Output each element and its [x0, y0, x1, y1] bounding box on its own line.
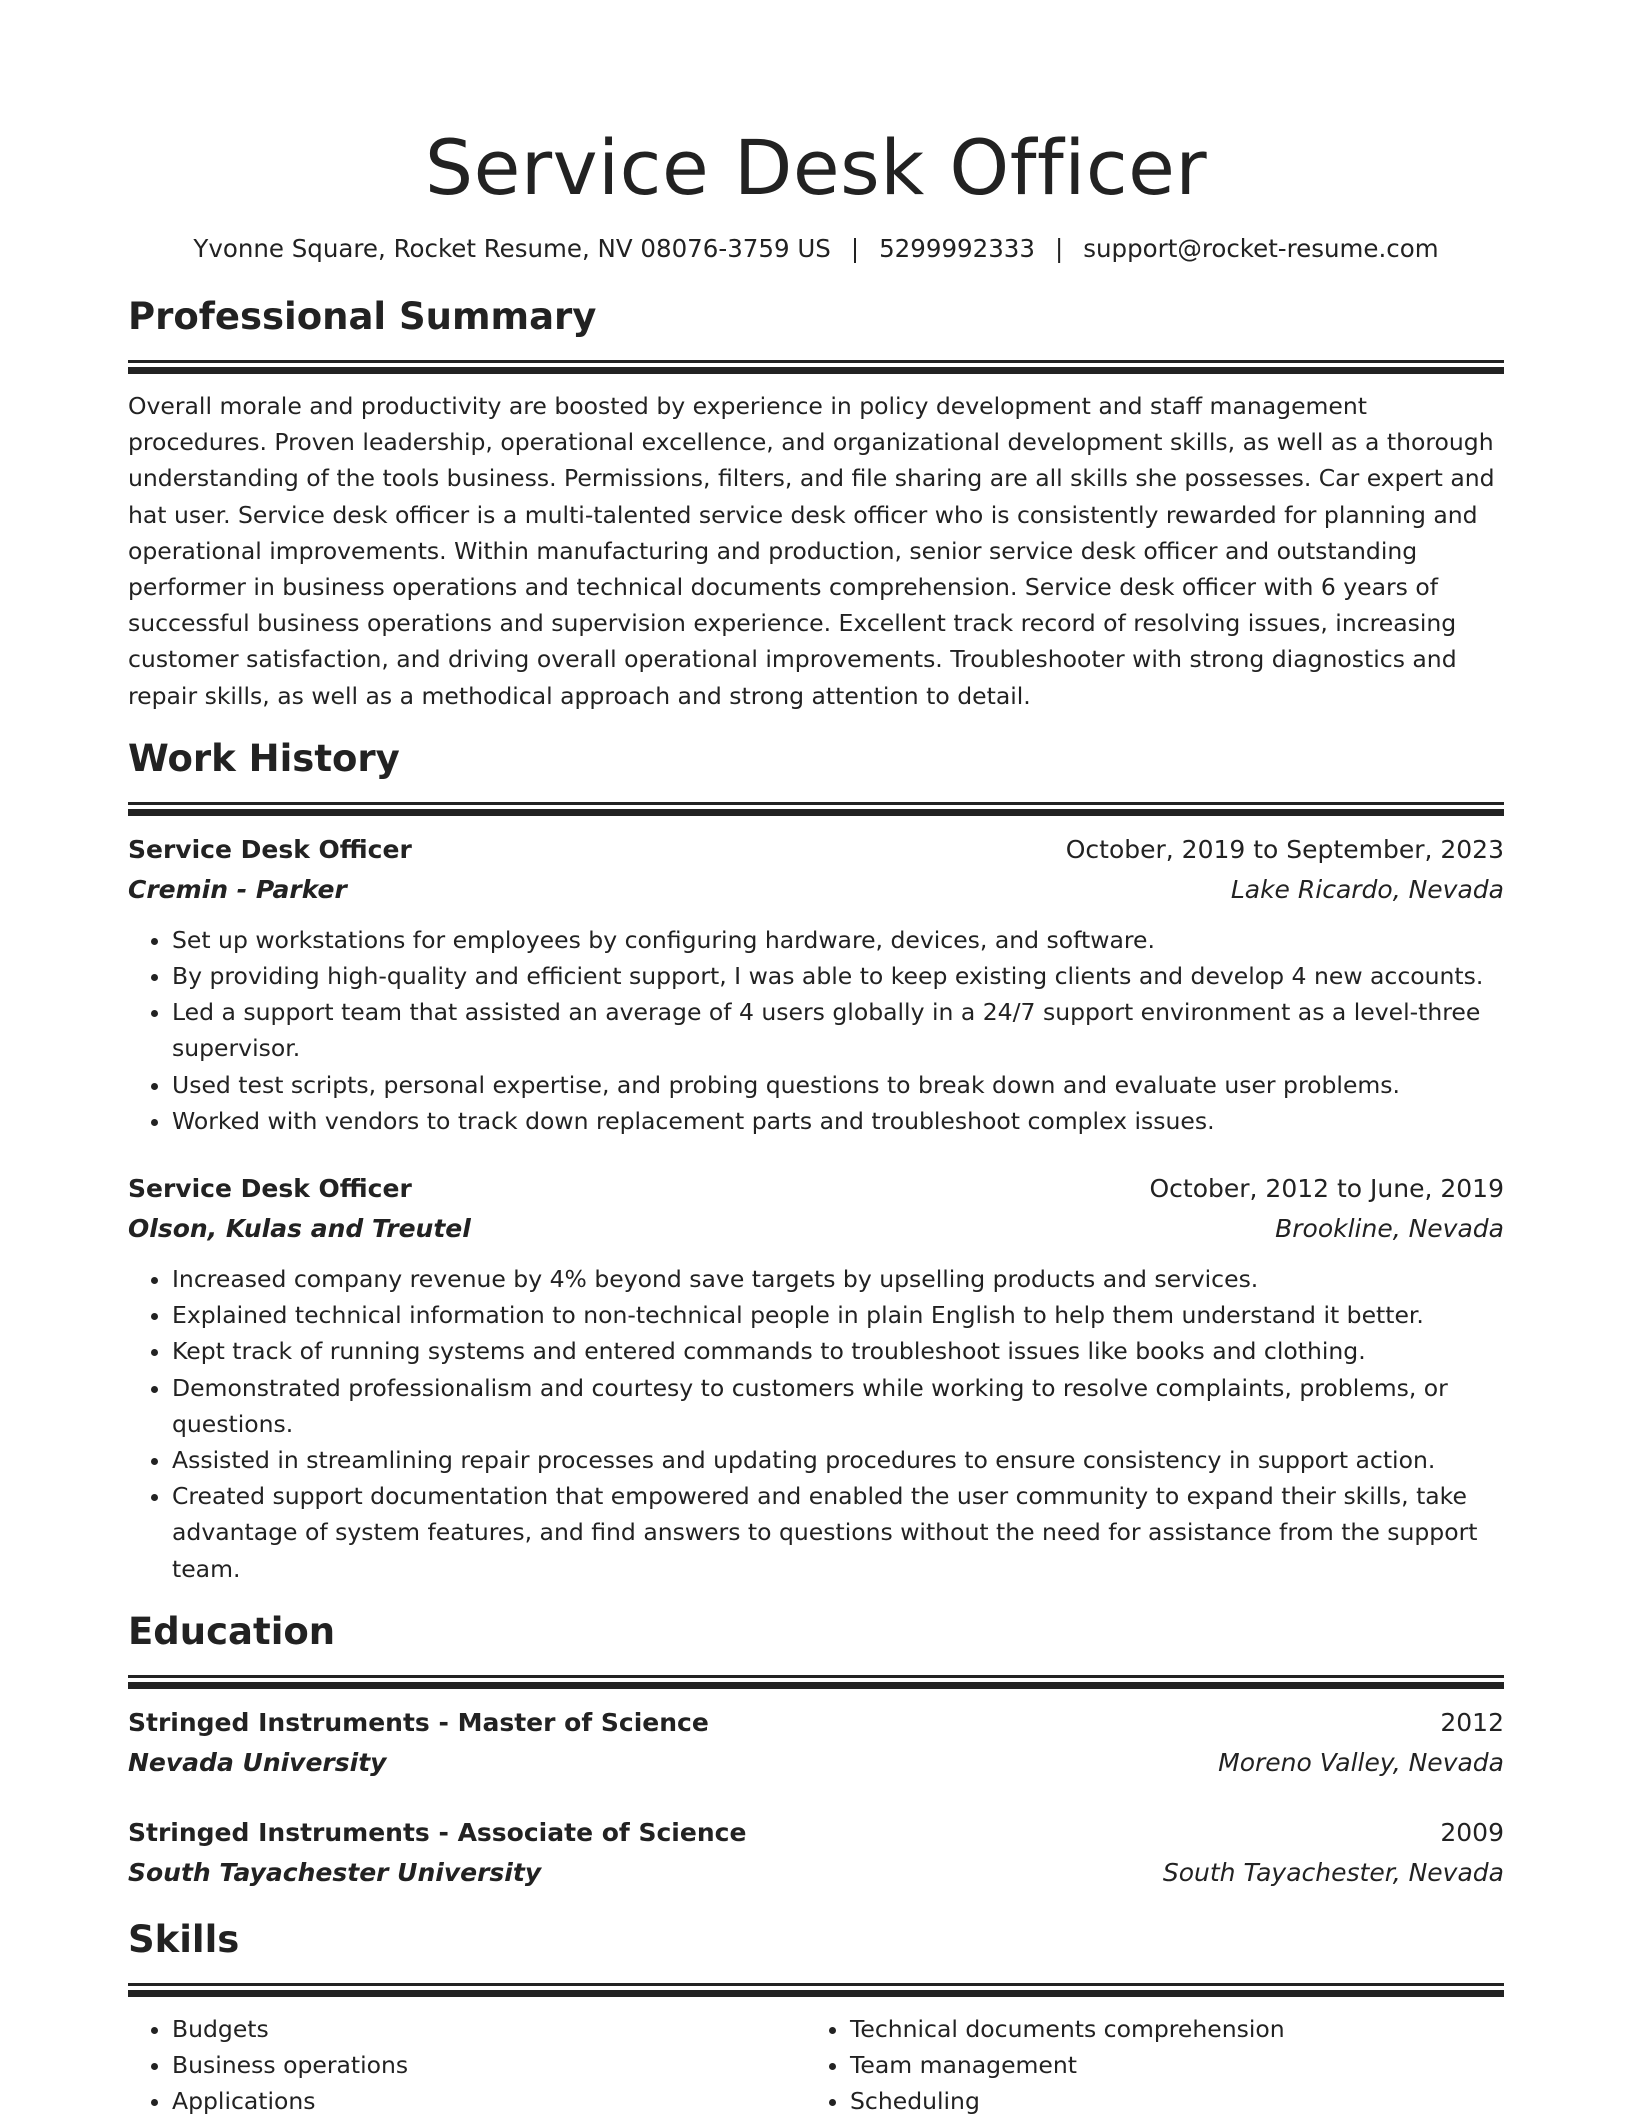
skills-list-left	[128, 2011, 806, 2119]
skill-item: • Scheduling	[850, 2083, 1484, 2119]
list-item: • Assisted in streamlining repair processes and updating procedures to ensure consistency in support action.	[172, 1442, 1504, 1478]
education-section	[128, 1607, 1504, 1893]
job-entry	[128, 1169, 1504, 1587]
skill-item: • Budgets	[172, 2011, 806, 2047]
education-location: Moreno Valley, Nevada	[1218, 1747, 1504, 1777]
contact-separator: |	[1054, 234, 1064, 263]
list-item: • By providing high-quality and efficient support, I was able to keep existing clients and develop 4 new accounts.	[172, 958, 1504, 994]
section-title-education: Education	[128, 1609, 336, 1653]
skill-item: • Business operations	[172, 2047, 806, 2083]
education-degree: Stringed Instruments - Associate of Science	[128, 1817, 747, 1847]
contact-address: Yvonne Square, Rocket Resume, NV 08076-3759 US	[193, 234, 831, 263]
contact-email: support@rocket-resume.com	[1083, 234, 1439, 263]
list-item: • Used test scripts, personal expertise, and probing questions to break down and evaluate user problems.	[172, 1067, 1504, 1103]
job-location: Lake Ricardo, Nevada	[1230, 874, 1504, 904]
education-location: South Tayachester, Nevada	[1162, 1857, 1504, 1887]
list-item: • Explained technical information to non-technical people in plain English to help them understand it better.	[172, 1297, 1504, 1333]
education-year: 2012	[1440, 1707, 1504, 1737]
job-title: Service Desk Officer	[128, 1174, 412, 1204]
contact-phone: 5299992333	[879, 234, 1035, 263]
section-rule-thick	[128, 809, 1504, 816]
list-item: • Increased company revenue by 4% beyond save targets by upselling products and services.	[172, 1261, 1504, 1297]
list-item: • Worked with vendors to track down replacement parts and troubleshoot complex issues.	[172, 1103, 1504, 1139]
education-entry	[128, 1703, 1504, 1783]
section-title-skills: Skills	[128, 1917, 240, 1961]
job-dates: October, 2019 to September, 2023	[1065, 834, 1504, 864]
section-rule	[128, 1675, 1504, 1678]
job-bullets	[128, 922, 1504, 1139]
skills-list-right	[806, 2011, 1484, 2119]
list-item: • Demonstrated professionalism and courtesy to customers while working to resolve complaints, problems, or questions.	[172, 1370, 1504, 1442]
skill-item: • Technical documents comprehension	[850, 2011, 1484, 2047]
contact-line	[128, 232, 1504, 266]
job-entry	[128, 830, 1504, 1139]
skill-item: • Applications	[172, 2083, 806, 2119]
summary-text: Overall morale and productivity are boosted by experience in policy development and staff management procedures. Proven leadership, operational excellence, and organizational development skills, as well as a thorough understanding of the tools business. Permissions, filters, and file sharing are all skills she possesses. Car expert and hat user. Service desk officer is a multi-talented service desk officer who is consistently rewarded for planning and operational improvements. Within manufacturing and production, senior service desk officer and outstanding performer in business operations and technical documents comprehension. Service desk officer with 6 years of successful business operations and supervision experience. Excellent track record of resolving issues, increasing customer satisfaction, and driving overall operational improvements. Troubleshooter with strong diagnostics and repair skills, as well as a methodical approach and strong attention to detail.	[128, 392, 1495, 710]
education-school: South Tayachester University	[128, 1857, 542, 1887]
section-rule-thick	[128, 367, 1504, 374]
skills-columns	[128, 2011, 1504, 2119]
summary-section	[128, 292, 1504, 714]
list-item: • Created support documentation that empowered and enabled the user community to expand their skills, take advantage of system features, and find answers to questions without the need for assistance from the support team.	[172, 1478, 1504, 1587]
job-bullets	[128, 1261, 1504, 1587]
education-entry	[128, 1813, 1504, 1893]
education-degree: Stringed Instruments - Master of Science	[128, 1707, 709, 1737]
contact-separator: |	[850, 234, 860, 263]
section-rule	[128, 1983, 1504, 1986]
skills-section	[128, 1915, 1504, 2119]
list-item: • Set up workstations for employees by configuring hardware, devices, and software.	[172, 922, 1504, 958]
job-company: Olson, Kulas and Treutel	[128, 1214, 471, 1244]
education-year: 2009	[1440, 1817, 1504, 1847]
list-item: • Kept track of running systems and entered commands to troubleshoot issues like books and clothing.	[172, 1333, 1504, 1369]
job-title: Service Desk Officer	[128, 834, 412, 864]
skill-item: • Team management	[850, 2047, 1484, 2083]
resume-page	[128, 0, 1504, 2119]
section-title-work: Work History	[128, 736, 400, 780]
job-company: Cremin - Parker	[128, 874, 347, 904]
section-rule	[128, 360, 1504, 363]
job-location: Brookline, Nevada	[1275, 1214, 1504, 1244]
education-school: Nevada University	[128, 1747, 387, 1777]
section-rule	[128, 802, 1504, 805]
work-section	[128, 734, 1504, 1587]
resume-name: Service Desk Officer	[424, 123, 1208, 212]
section-title-summary: Professional Summary	[128, 295, 597, 338]
section-rule-thick	[128, 1990, 1504, 1997]
job-dates: October, 2012 to June, 2019	[1149, 1174, 1504, 1204]
section-rule-thick	[128, 1682, 1504, 1689]
list-item: • Led a support team that assisted an average of 4 users globally in a 24/7 support environment as a level-three supervisor.	[172, 994, 1504, 1066]
